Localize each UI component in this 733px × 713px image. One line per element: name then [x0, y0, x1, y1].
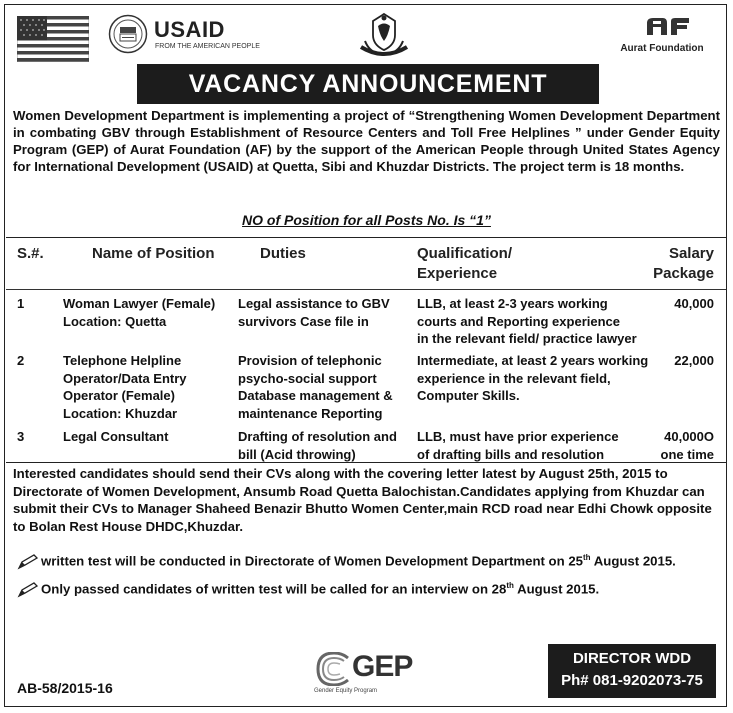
col-header-qualification: Qualification/ Experience — [417, 245, 513, 282]
reference-number: AB-58/2015-16 — [17, 680, 113, 696]
positions-heading-text: NO of Position for all Posts No. Is “1” — [242, 212, 491, 228]
director-contact-box — [548, 644, 716, 698]
application-instructions: Interested candidates should send their CVs along with the covering letter latest by August 25th, 2015 to Directorate of Women Development, Ansumb Road Quetta Balochistan.Candidates applying from Khuzdar can submit their CVs to Manager Shaheed Benazir Bhutto Women Center,main RCD road near Edhi Chowk opposite to Bolan Rest House DHDC,Khuzdar. — [13, 466, 712, 534]
col-header-salary: Salary Package — [653, 245, 714, 282]
table-cell-qualification: LLB, at least 2-3 years working courts and Reporting experience in the relevant field/ practice lawyer — [417, 296, 637, 346]
table-cell-position: Legal Consultant — [63, 429, 169, 444]
col-header-duties: Duties — [260, 245, 306, 262]
aurat-foundation-logo — [610, 15, 714, 57]
intro-paragraph: Women Development Department is implementing a project of “Strengthening Women Development Department in combating GBV through Establishment of Resource Centers and Toll Free Helplines ” under Gender Equity Program (GEP) of Aurat Foundation (AF) by the support of the American People through United States Agency for International Development (USAID) at Quetta, Sibi and Khuzdar Districts. The project term is 18 months. — [13, 108, 720, 174]
gep-tagline: Gender Equity Program — [314, 688, 378, 694]
usaid-logo — [108, 14, 260, 58]
table-cell-position: Telephone Helpline Operator/Data Entry Operator (Female) Location: Khuzdar — [63, 353, 187, 421]
table-top-rule — [6, 237, 726, 238]
table-cell-duties: Provision of telephonic psycho-social support Database management & maintenance Reporting — [238, 353, 393, 421]
note-text: August 2015. — [513, 581, 600, 597]
note-text: written test will be conducted in Directorate of Women Development Department on 25 — [41, 553, 583, 569]
table-bottom-rule — [6, 462, 726, 463]
table-cell-sno: 1 — [17, 296, 25, 311]
pen-pointer-icon — [17, 554, 39, 570]
note-text: August 2015. — [590, 553, 676, 569]
usaid-tagline: FROM THE AMERICAN PEOPLE — [155, 43, 260, 50]
table-cell-qualification: Intermediate, at least 2 years working experience in the relevant field, Computer Skills. — [417, 353, 649, 403]
table-cell-sno: 3 — [17, 429, 25, 444]
gep-mark-icon — [314, 652, 354, 686]
usaid-wordmark: USAID — [154, 17, 225, 42]
table-cell-duties: Legal assistance to GBV survivors Case file in — [238, 296, 390, 329]
gep-logo — [314, 650, 414, 698]
note-superscript: th — [506, 581, 514, 590]
us-flag-icon — [17, 16, 89, 62]
table-cell-position: Woman Lawyer (Female) Location: Quetta — [63, 296, 216, 329]
table-cell-salary: 40,000O one time — [660, 429, 714, 462]
col-header-position: Name of Position — [92, 245, 215, 262]
table-cell-sno: 2 — [17, 353, 25, 368]
table-cell-salary: 22,000 — [674, 353, 714, 368]
table-header-rule — [6, 289, 726, 290]
note-interview — [17, 581, 599, 598]
aurat-foundation-name: Aurat Foundation — [620, 43, 704, 54]
note-superscript: th — [583, 553, 591, 562]
table-cell-qualification: LLB, must have prior experience of drafting bills and resolution — [417, 429, 619, 462]
positions-heading — [0, 212, 733, 228]
usaid-seal-icon — [108, 14, 148, 54]
note-text: Only passed candidates of written test will be called for an interview on 28 — [41, 581, 507, 597]
table-cell-duties: Drafting of resolution and bill (Acid throwing) — [238, 429, 397, 462]
gep-wordmark: GEP — [352, 650, 413, 683]
page-title: VACANCY ANNOUNCEMENT — [137, 64, 599, 104]
note-written-test — [17, 553, 676, 570]
pen-pointer-icon — [17, 582, 39, 598]
government-emblem-icon — [355, 11, 413, 59]
col-header-sno: S.#. — [17, 245, 44, 262]
director-phone: Ph# 081-9202073-75 — [561, 672, 703, 689]
aurat-foundation-mark-icon — [645, 15, 691, 39]
director-title: DIRECTOR WDD — [572, 650, 692, 667]
table-cell-salary: 40,000 — [674, 296, 714, 311]
